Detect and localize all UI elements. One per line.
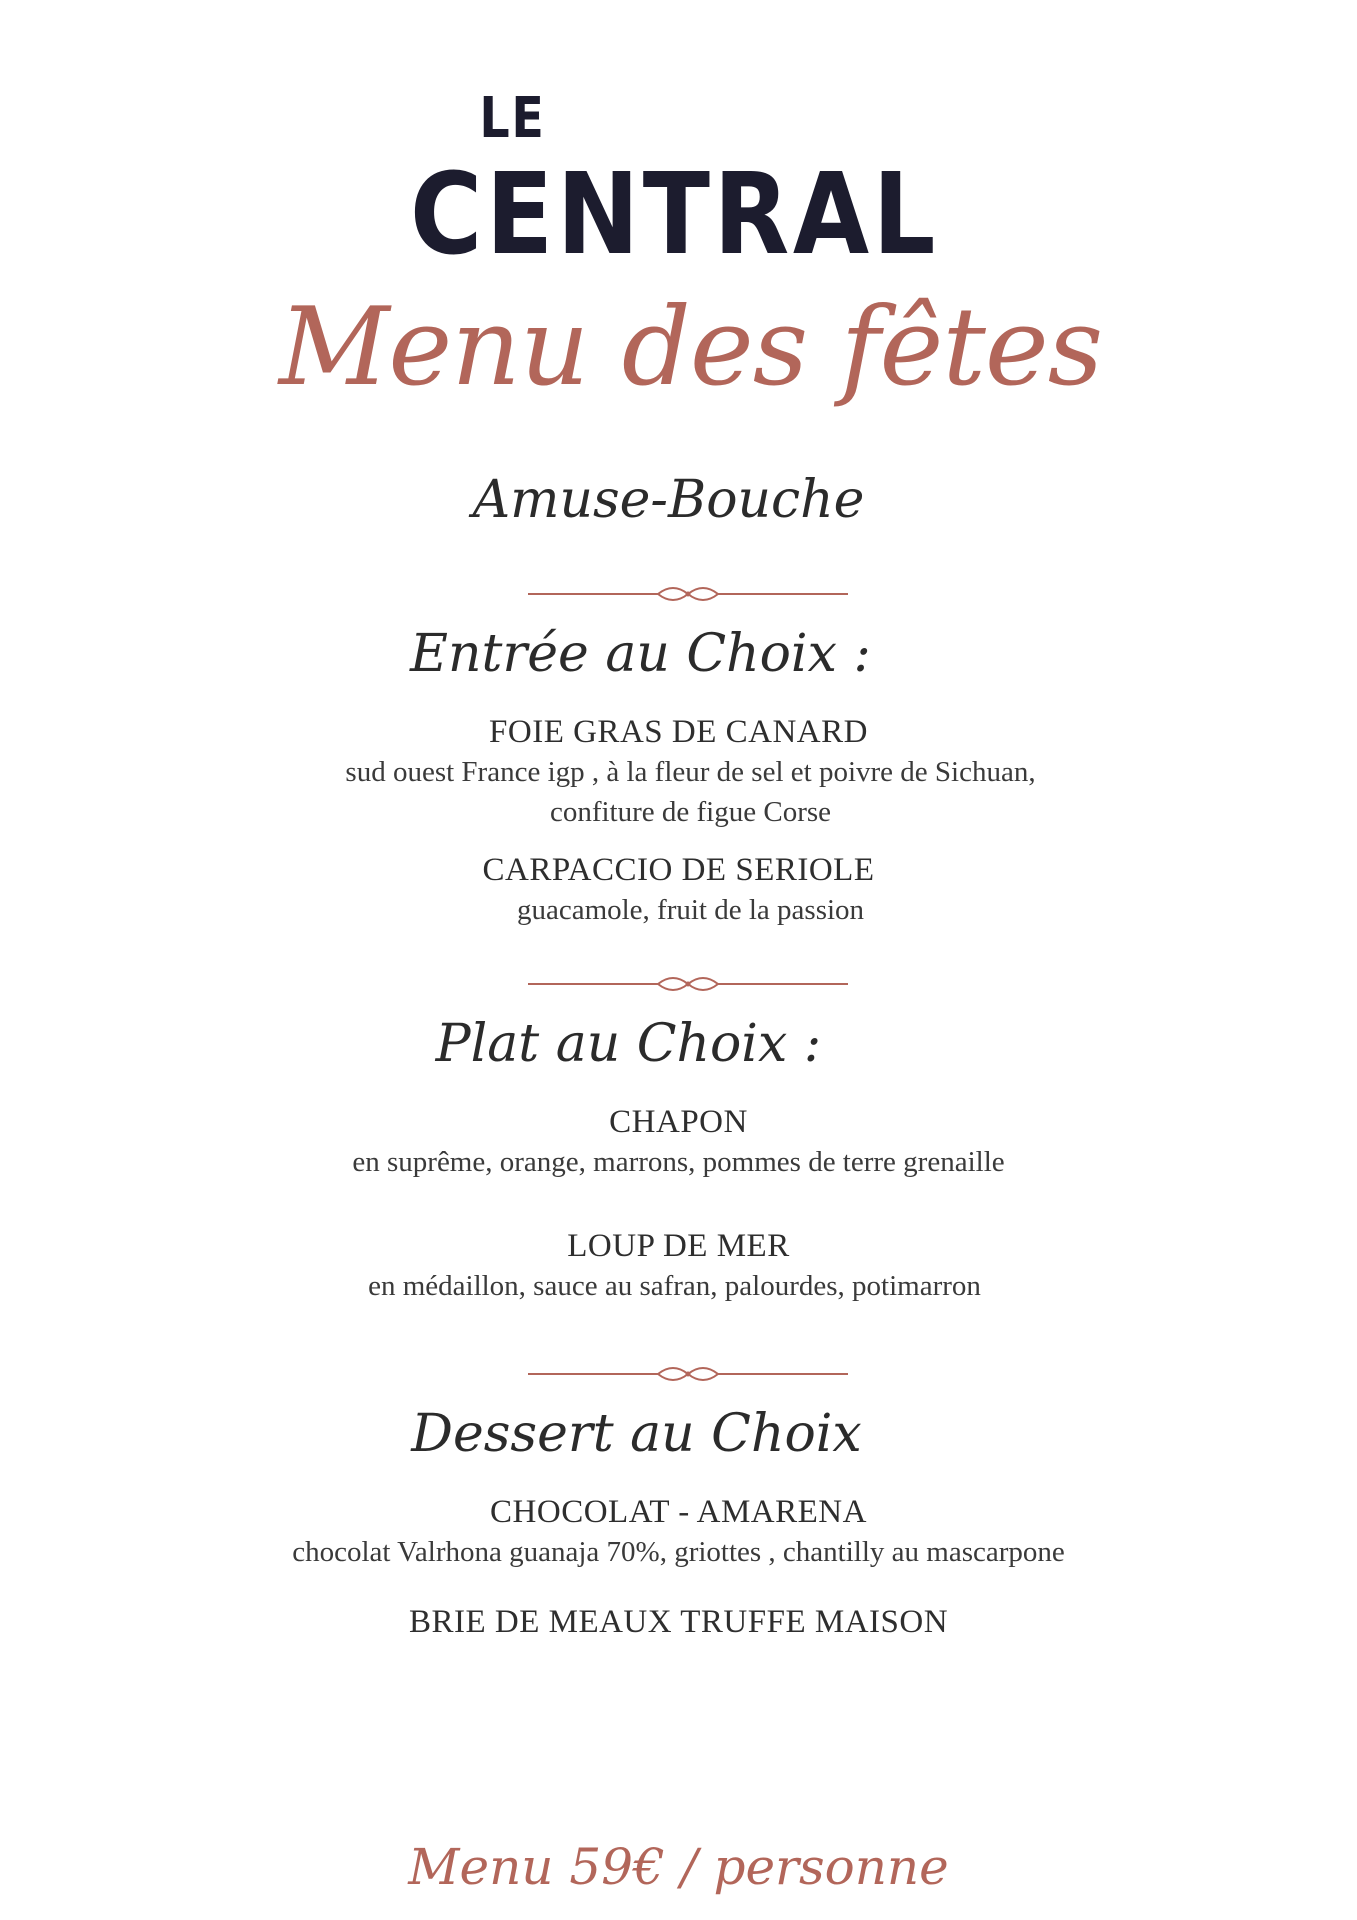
menu-title: Menu des fêtes [278,285,1103,410]
dish-desc-loup-de-mer: en médaillon, sauce au safran, palourdes, potimarron [368,1270,981,1302]
section-title-amuse-bouche: Amuse-Bouche [472,470,865,530]
logo-line-le: LE [479,86,546,151]
dish-name-chocolat-amarena: CHOCOLAT - AMARENA [490,1494,867,1530]
dish-name-foie-gras: FOIE GRAS DE CANARD [489,714,868,750]
menu-price: Menu 59€ / personne [408,1838,949,1896]
dish-desc-carpaccio: guacamole, fruit de la passion [516,894,865,926]
dish-desc-chapon: en suprême, orange, marrons, pommes de terre grenaille [352,1146,1005,1178]
ornament-divider [528,1362,848,1386]
section-title-dessert: Dessert au Choix [411,1404,862,1464]
dish-name-brie-de-meaux: BRIE DE MEAUX TRUFFE MAISON [408,1604,949,1640]
logo-line-central: CENTRAL [410,150,939,280]
dish-name-carpaccio: CARPACCIO DE SERIOLE [482,852,875,888]
dish-desc-foie-gras-1: sud ouest France igp , à la fleur de sel et poivre de Sichuan, [345,756,1036,788]
dish-name-chapon: CHAPON [609,1104,748,1140]
dish-desc-chocolat-amarena: chocolat Valrhona guanaja 70%, griottes , chantilly au mascarpone [292,1536,1065,1568]
section-title-plat: Plat au Choix : [435,1014,822,1074]
section-title-entree: Entrée au Choix : [410,624,871,684]
ornament-divider [528,582,848,606]
ornament-divider [528,972,848,996]
dish-desc-foie-gras-2: confiture de figue Corse [549,796,832,828]
dish-name-loup-de-mer: LOUP DE MER [567,1228,790,1264]
